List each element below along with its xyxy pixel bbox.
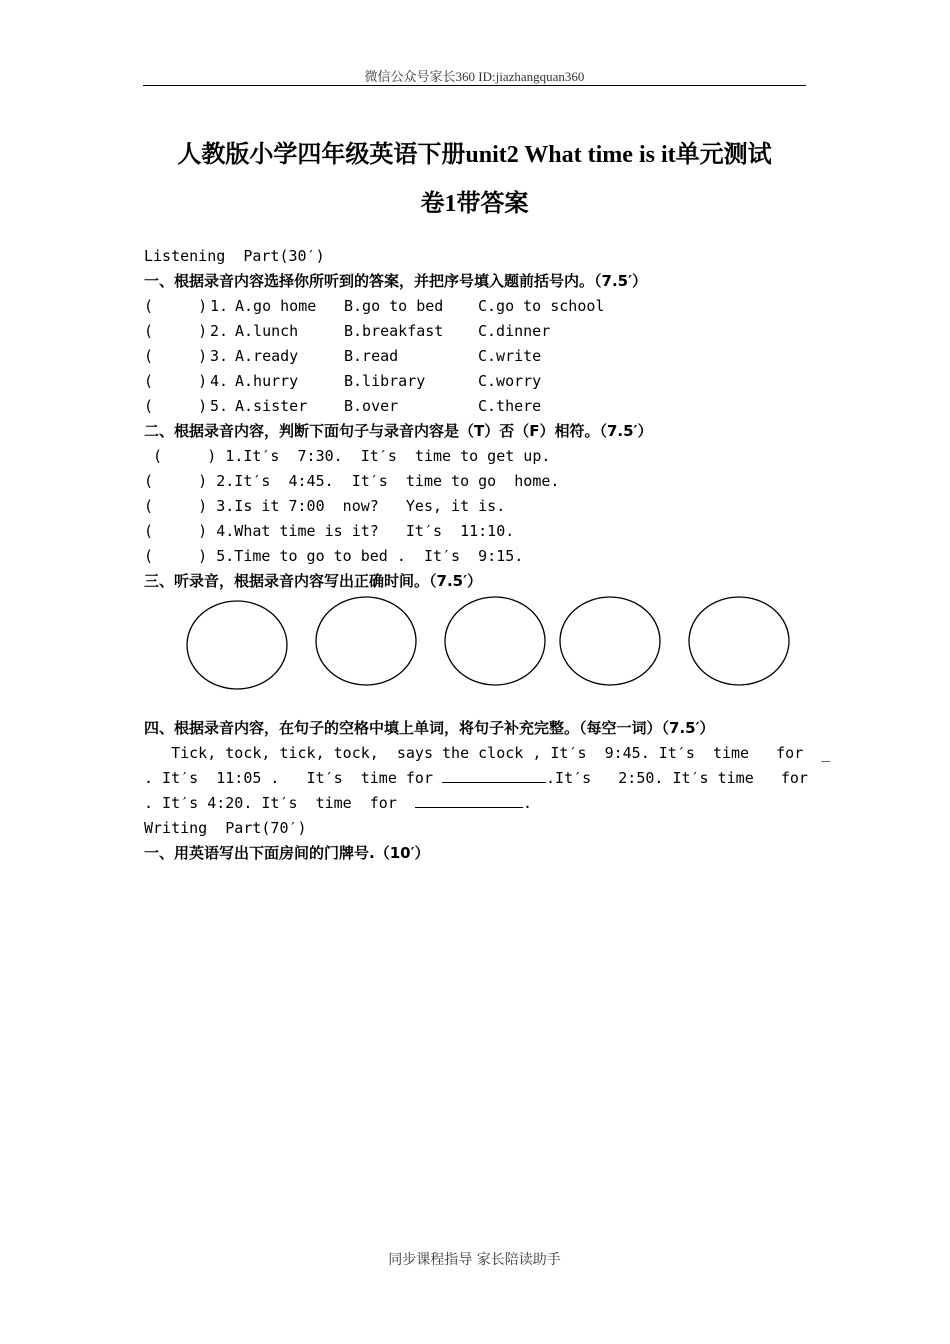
doc-title-line2: 卷1带答案 <box>420 191 529 217</box>
option-a: A.hurry <box>235 372 299 390</box>
section2-heading: 二、根据录音内容，判断下面句子与录音内容是（T）否（F）相符。（7.5′） <box>144 422 653 440</box>
s4-line2 <box>144 766 807 791</box>
clock-circle-3[interactable] <box>445 597 545 685</box>
section4-heading: 四、根据录音内容，在句子的空格中填上单词，将句子补充完整。（每空一词）（7.5′） <box>144 719 715 737</box>
option-c: C.worry <box>478 372 542 390</box>
page-footer: 同步课程指导 家长陪读助手 <box>388 1252 561 1268</box>
option-b: B.read <box>344 347 399 365</box>
page-header: 微信公众号家长360 ID:jiazhangquan360 <box>364 69 585 84</box>
answer-bracket[interactable]: ( ) <box>144 322 208 340</box>
option-a: A.lunch <box>235 322 299 340</box>
section1-heading: 一、根据录音内容选择你所听到的答案，并把序号填入题前括号内。（7.5′） <box>144 272 648 290</box>
s4-text: . It′s 4:20. It′s time for <box>144 794 415 812</box>
option-b: B.library <box>344 372 426 390</box>
clock-circle-5[interactable] <box>689 597 789 685</box>
s4-line3 <box>144 791 807 816</box>
item-number: 1. <box>210 297 229 315</box>
clock-circle-2[interactable] <box>316 597 416 685</box>
s2-item: ( ) 4.What time is it? It′s 11:10. <box>144 522 515 540</box>
item-number: 4. <box>210 372 229 390</box>
s2-item: ( ) 3.Is it 7:00 now? Yes, it is. <box>144 497 506 515</box>
s4-text: . <box>522 794 532 812</box>
item-number: 2. <box>210 322 229 340</box>
answer-bracket[interactable]: ( ) <box>144 347 208 365</box>
worksheet-body-lower <box>144 716 831 866</box>
answer-bracket[interactable]: ( ) <box>144 397 208 415</box>
doc-title-line1: 人教版小学四年级英语下册unit2 What time is it单元测试 <box>177 142 772 168</box>
option-c: C.dinner <box>478 322 551 340</box>
s2-item: ( ) 5.Time to go to bed . It′s 9:15. <box>144 547 524 565</box>
clock-circle-1[interactable] <box>187 601 287 689</box>
s2-item: ( ) 1.It′s 7:30. It′s time to get up. <box>144 447 551 465</box>
s4-text: .It′s 2:50. It′s time for <box>546 769 808 787</box>
s4-line1: Tick, tock, tick, tock, says the clock , It′s 9:45. It′s time for _ <box>144 744 831 762</box>
s2-item: ( ) 2.It′s 4:45. It′s time to go home. <box>144 472 560 490</box>
option-a: A.go home <box>235 297 317 315</box>
option-c: C.go to school <box>478 297 605 315</box>
writing-section1-heading: 一、用英语写出下面房间的门牌号.（10′） <box>144 844 430 862</box>
option-b: B.over <box>344 397 399 415</box>
answer-bracket[interactable]: ( ) <box>144 372 208 390</box>
listening-heading: Listening Part(30′) <box>144 247 325 265</box>
option-b: B.go to bed <box>344 297 444 315</box>
option-a: A.ready <box>235 347 299 365</box>
item-number: 3. <box>210 347 229 365</box>
writing-heading: Writing Part(70′) <box>144 819 307 837</box>
option-c: C.there <box>478 397 542 415</box>
answer-bracket[interactable]: ( ) <box>144 297 208 315</box>
item-number: 5. <box>210 397 229 415</box>
fill-blank[interactable] <box>442 768 546 783</box>
section3-heading: 三、听录音，根据录音内容写出正确时间。（7.5′） <box>144 572 483 590</box>
s4-text: . It′s 11:05 . It′s time for <box>144 769 443 787</box>
fill-blank[interactable] <box>415 793 523 808</box>
clock-circle-4[interactable] <box>560 597 660 685</box>
option-b: B.breakfast <box>344 322 444 340</box>
option-c: C.write <box>478 347 542 365</box>
option-a: A.sister <box>235 397 308 415</box>
